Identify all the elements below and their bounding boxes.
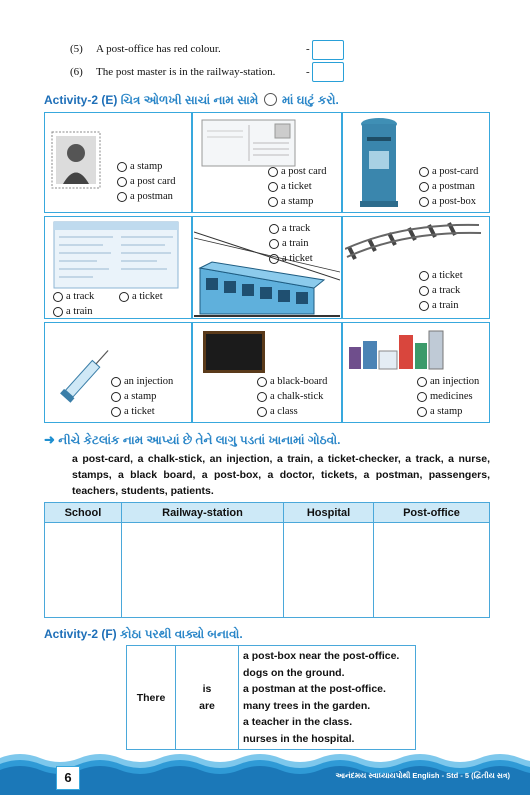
radio-circle[interactable] [257,392,267,402]
ticket-picture [53,221,179,289]
ending-line: many trees in the garden. [243,699,371,712]
ending-line: a teacher in the class. [243,716,353,728]
radio-circle[interactable] [257,407,267,417]
arrow-right-icon: ➜ [44,432,55,447]
option[interactable] [268,179,326,194]
radio-circle[interactable] [417,377,427,387]
option[interactable] [257,404,327,419]
activity-f-instruction: કોઠા પરથી વાક્યો બનાવો. [120,627,243,641]
option[interactable] [53,304,94,319]
ending-line: dogs on the ground. [243,666,345,679]
tf-dash: - [306,43,310,55]
radio-circle[interactable] [419,182,429,192]
cell-postbox [342,112,490,213]
option[interactable] [417,404,479,419]
option[interactable] [257,374,327,389]
track-picture [345,221,485,271]
radio-circle[interactable] [419,167,429,177]
answer-box-6[interactable] [312,62,344,82]
option-label: a stamp [124,391,157,402]
option-label: a track [282,223,311,234]
option[interactable] [117,174,175,189]
option[interactable] [419,268,463,283]
option-label: a ticket [432,270,463,281]
col-header-railway: Railway-station [121,503,283,523]
radio-circle[interactable] [269,254,279,264]
radio-circle[interactable] [417,407,427,417]
tf-number: (6) [70,66,83,78]
picture-grid [44,112,490,423]
tf-row-5 [70,43,221,55]
ending-cell [239,646,416,750]
radio-circle[interactable] [419,271,429,281]
option-label: a postman [130,191,173,202]
option-label: a post-card [432,166,479,177]
option-label: an injection [430,376,480,387]
ending-line: a post-box near the post-office. [243,650,400,662]
option-label: a train [66,306,93,317]
radio-circle[interactable] [53,292,63,302]
option-label: a ticket [124,406,155,417]
answer-box-5[interactable] [312,40,344,60]
option[interactable] [417,374,479,389]
option-label: a stamp [281,196,314,207]
page-number: 6 [56,766,80,790]
option-label: a stamp [430,406,463,417]
radio-circle[interactable] [117,162,127,172]
radio-circle[interactable] [111,377,121,387]
option[interactable] [111,389,173,404]
radio-circle[interactable] [117,177,127,187]
radio-circle[interactable] [268,197,278,207]
option-label: a train [282,238,309,249]
cell-track [342,216,490,319]
sort-instruction [44,432,340,448]
option-label: a postman [432,181,475,192]
verb-cell [176,646,239,750]
ending-line: nurses in the hospital. [243,732,355,745]
cell-stamp [44,112,192,213]
verb-are: are [199,699,215,712]
train-picture [194,218,340,318]
option[interactable] [419,283,463,298]
option[interactable] [269,236,313,251]
activity-e-title: Activity-2 (E) [44,93,118,107]
sorting-table [44,502,490,618]
radio-circle[interactable] [111,407,121,417]
option[interactable] [111,404,173,419]
tf-dash: - [306,66,310,78]
col-header-postoffice: Post-office [374,503,490,523]
option-label: a post-box [432,196,477,207]
tf-statement: The post master is in the railway-station. [96,66,276,78]
option[interactable] [119,289,163,304]
activity-e-heading [44,93,339,108]
option-label: medicines [430,391,473,402]
tf-row-6 [70,66,275,78]
radio-circle[interactable] [257,377,267,387]
col-header-school: School [45,503,122,523]
blackboard-picture [203,331,265,373]
cell-ticket [44,216,192,319]
postbox-picture [359,117,399,209]
footer-book-title: આનંદમય સ્વાધ્યાયપોથી English - Std - 5 (દ્વિતીય સત્ર) [335,771,510,780]
option-label: a track [66,291,95,302]
radio-circle[interactable] [419,197,429,207]
option-label: a black-board [270,376,328,387]
radio-circle[interactable] [53,307,63,317]
option-label: a train [432,300,459,311]
option[interactable] [268,164,326,179]
stamp-picture [51,131,101,189]
medicines-picture [347,329,447,373]
option-label: a ticket [282,253,313,264]
radio-circle[interactable] [268,182,278,192]
option-label: a post card [130,176,176,187]
option-label: a ticket [281,181,312,192]
answer-cell-railway[interactable] [121,523,283,618]
cell-train [192,216,342,319]
option[interactable] [53,289,94,304]
cell-postcard [192,112,342,213]
postcard-picture [201,119,296,167]
radio-circle[interactable] [268,167,278,177]
tf-number: (5) [70,43,83,55]
option-label: an injection [124,376,174,387]
option[interactable] [419,164,478,179]
option[interactable] [268,194,326,209]
activity-f-title: Activity-2 (F) [44,627,117,641]
radio-circle[interactable] [269,224,279,234]
option-label: a post card [281,166,327,177]
subject-cell: There [127,646,176,750]
option-label: a ticket [132,291,163,302]
option[interactable] [117,189,175,204]
radio-circle[interactable] [269,239,279,249]
word-list: a post-card, a chalk-stick, an injection, a train, a ticket-checker, a track, a nurse, stamps, a black board, a post-box, a doctor, tickets, a postman, passengers, teachers, students, patients. [72,453,490,497]
option[interactable] [269,221,313,236]
cell-injection [44,322,192,423]
radio-circle[interactable] [111,392,121,402]
radio-circle[interactable] [419,301,429,311]
option[interactable] [419,194,478,209]
option[interactable] [419,179,478,194]
option-label: a class [270,406,298,417]
ending-line: a postman at the post-office. [243,683,386,695]
option[interactable] [417,389,479,404]
circle-icon [264,93,277,106]
cell-blackboard [192,322,342,423]
verb-is: is [202,682,212,695]
option-label: a stamp [130,161,163,172]
sort-instruction-text: નીચે કેટલાંક નામ આપ્યાં છે તેને લાગુ પડતાં ખાનામાં ગોઠવો. [58,433,341,447]
radio-circle[interactable] [117,192,127,202]
option[interactable] [117,159,175,174]
radio-circle[interactable] [119,292,129,302]
option[interactable] [269,251,313,266]
activity-e-instruction: ચિત્ર ઓળખી સાચાં નામ સામે [120,93,259,107]
option[interactable] [257,389,327,404]
option-label: a track [432,285,461,296]
col-header-hospital: Hospital [284,503,374,523]
activity-e-instruction-end: માં ઘાટું કરો. [282,93,339,107]
option-label: a chalk-stick [270,391,324,402]
option[interactable] [111,374,173,389]
answer-cell-postoffice[interactable] [374,523,490,618]
option[interactable] [419,298,463,313]
answer-cell-school[interactable] [45,523,122,618]
radio-circle[interactable] [419,286,429,296]
tf-statement: A post-office has red colour. [96,43,221,55]
radio-circle[interactable] [417,392,427,402]
sentence-table [126,645,416,750]
answer-cell-hospital[interactable] [284,523,374,618]
activity-f-heading [44,627,243,642]
cell-medicines [342,322,490,423]
